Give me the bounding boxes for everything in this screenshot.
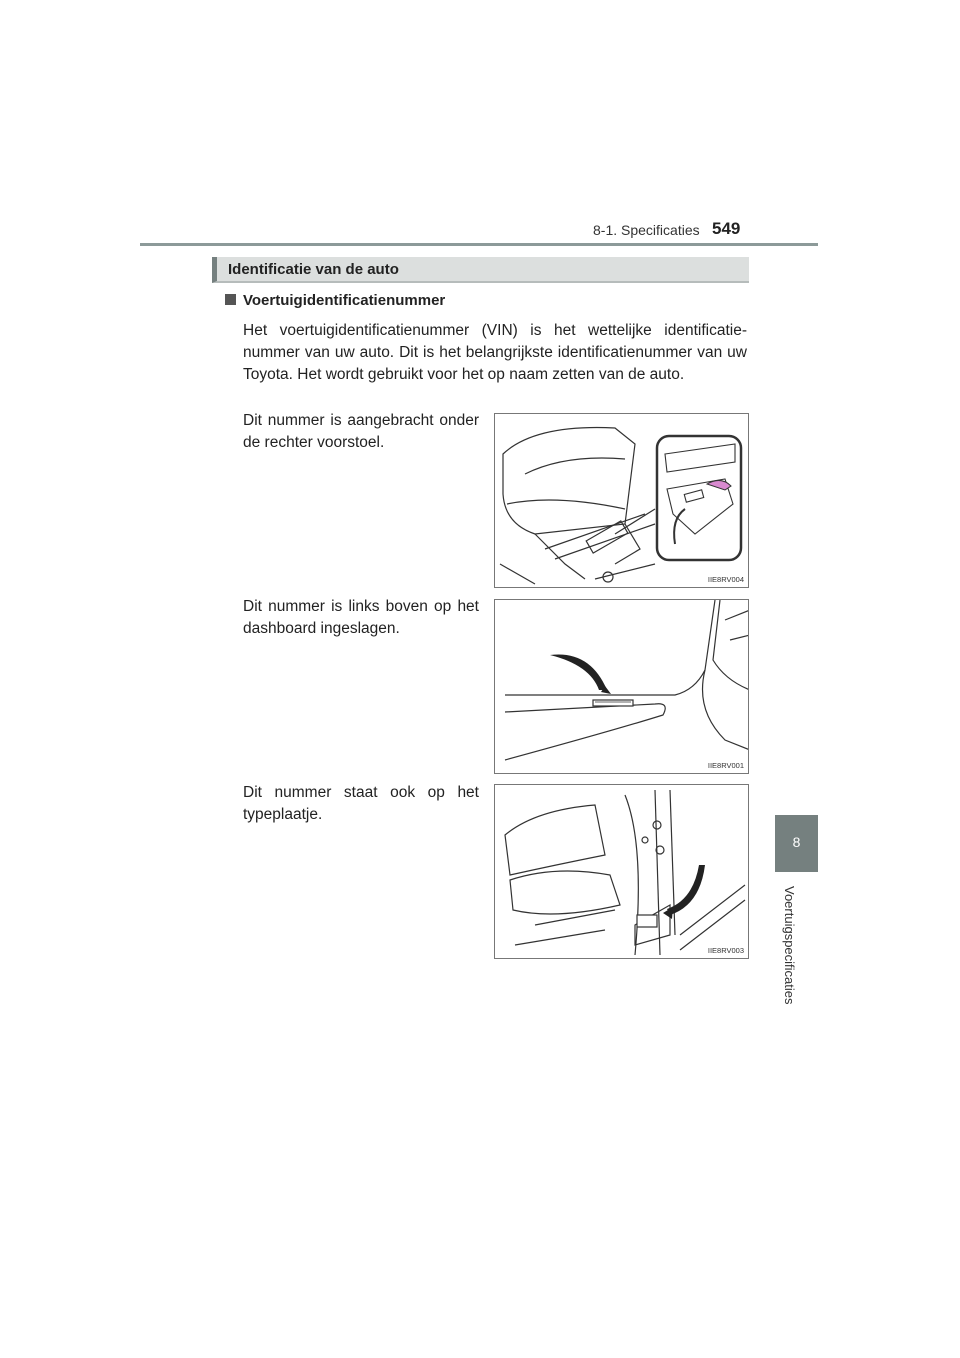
- vin-subheading-text: Voertuigidentificatienummer: [243, 292, 446, 309]
- section-heading: Identificatie van de auto: [228, 261, 399, 278]
- figure-code: IIE8RV001: [707, 761, 744, 770]
- dashboard-illustration: [495, 600, 749, 774]
- vin-subheading: [225, 292, 445, 309]
- chapter-number: 8: [792, 834, 801, 850]
- square-bullet-icon: [225, 294, 236, 305]
- running-section-title: 8-1. Specificaties: [593, 222, 700, 238]
- figure-code: IIE8RV003: [707, 946, 744, 955]
- seat-illustration: [495, 414, 749, 588]
- page-number: 549: [712, 219, 741, 238]
- header-rule: [140, 243, 818, 246]
- chapter-title: Voertuigspecificaties: [782, 886, 797, 1005]
- figure-type-plate: [494, 784, 749, 959]
- location-description-dashboard: Dit nummer is links boven op het dashboard ingeslagen.: [243, 598, 479, 637]
- vin-intro-paragraph: Het voertuigidentificatienummer (VIN) is het wettelijke identificatie-nummer van uw auto. Dit is het belangrijkste identificatienummer van uw Toyota. Het wordt gebruikt voor het op naam zetten van de auto.: [243, 322, 747, 383]
- chapter-tab: [775, 815, 818, 872]
- section-heading-bar: [212, 257, 749, 283]
- figure-under-seat: [494, 413, 749, 588]
- location-description-seat: Dit nummer is aangebracht onder de rechter voorstoel.: [243, 412, 479, 451]
- door-sill-illustration: [495, 785, 749, 959]
- figure-dashboard: [494, 599, 749, 774]
- figure-code: IIE8RV004: [707, 575, 744, 584]
- location-description-plate: Dit nummer staat ook op het typeplaatje.: [243, 784, 479, 823]
